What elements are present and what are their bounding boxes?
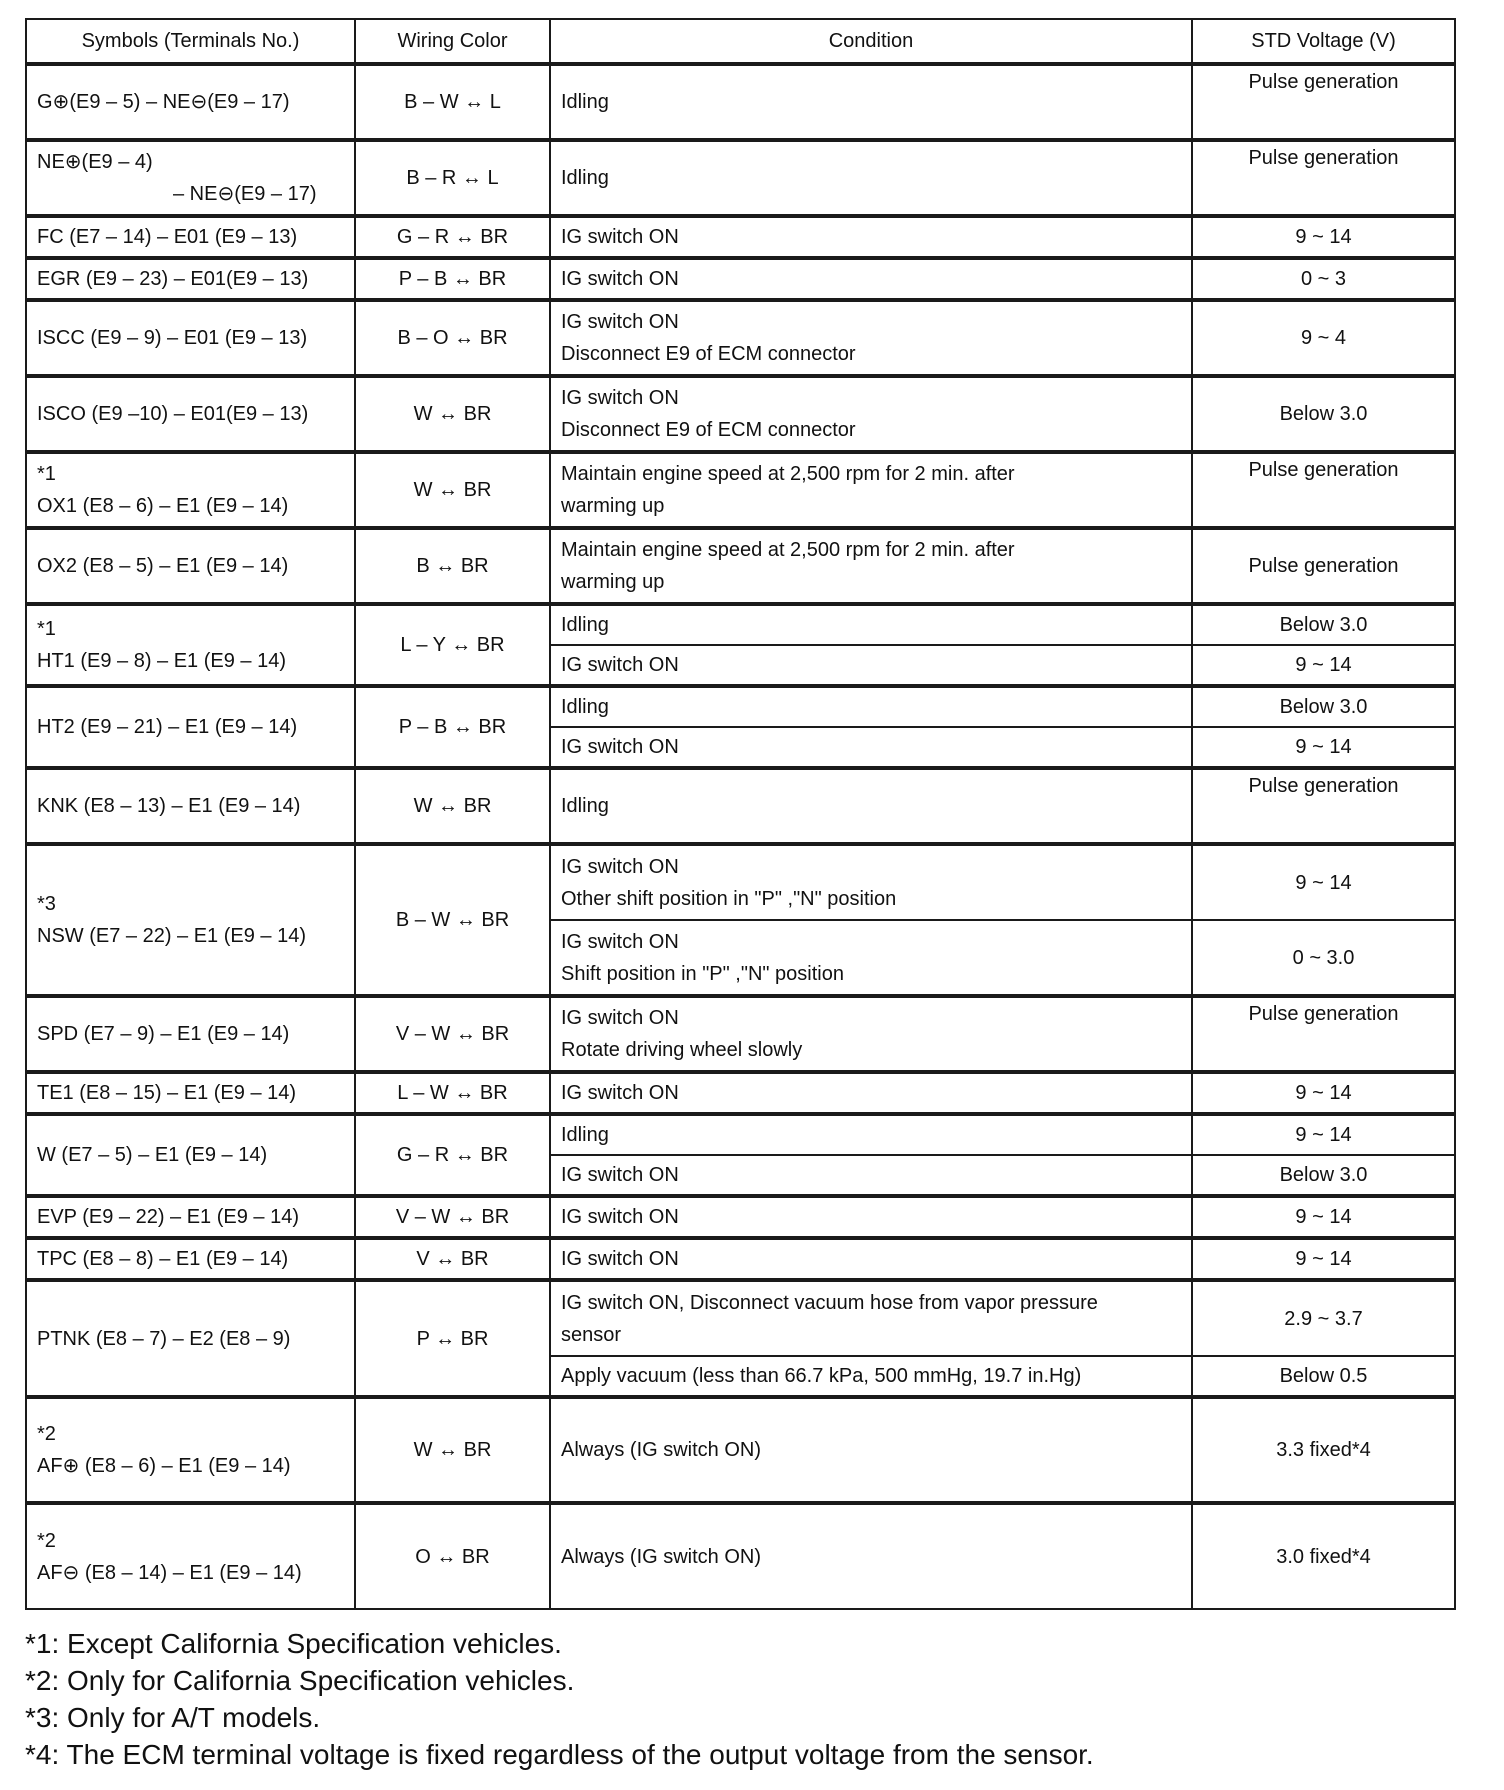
table-row [26,1072,1455,1114]
condition-cell [550,452,1192,528]
footnotes [25,1625,1485,1773]
voltage-cell: Below 0.5 [1192,1356,1455,1397]
voltage-cell: 0 ~ 3 [1192,258,1455,300]
condition-cell: Idling [550,140,1192,216]
table-row [26,452,1455,528]
voltage-cell: 9 ~ 14 [1192,1114,1455,1155]
symbol-cell: OX2 (E8 – 5) – E1 (E9 – 14) [26,528,355,604]
symbol-cell: G⊕(E9 – 5) – NE⊖(E9 – 17) [26,64,355,140]
symbol-cell [26,1503,355,1609]
condition-cell: IG switch ON [550,216,1192,258]
table-row [26,300,1455,376]
symbol-cell: TPC (E8 – 8) – E1 (E9 – 14) [26,1238,355,1280]
voltage-cell: 9 ~ 14 [1192,216,1455,258]
symbol-line: OX1 (E8 – 6) – E1 (E9 – 14) [37,495,289,517]
voltage-cell: 9 ~ 14 [1192,727,1455,768]
symbol-cell: ISCO (E9 –10) – E01(E9 – 13) [26,376,355,452]
footnote-4: *4: The ECM terminal voltage is fixed regardless of the output voltage from the sensor. [25,1739,1094,1770]
condition-line: Maintain engine speed at 2,500 rpm for 2 min. after [561,539,1015,561]
condition-cell: Idling [550,604,1192,645]
table-row [26,528,1455,604]
condition-cell: Idling [550,768,1192,844]
wiring-color-cell: P – B ↔ BR [355,686,550,768]
symbol-cell: EGR (E9 – 23) – E01(E9 – 13) [26,258,355,300]
voltage-cell: 0 ~ 3.0 [1192,920,1455,996]
voltage-cell: Pulse generation [1192,768,1455,844]
condition-line: warming up [561,495,665,517]
wiring-color-cell: W ↔ BR [355,768,550,844]
wiring-color-cell: B ↔ BR [355,528,550,604]
condition-cell: IG switch ON [550,1072,1192,1114]
table-row [26,376,1455,452]
voltage-cell: Below 3.0 [1192,686,1455,727]
table-row [26,844,1455,920]
voltage-cell: Pulse generation [1192,996,1455,1072]
wiring-color-cell: V – W ↔ BR [355,996,550,1072]
footnote-1: *1: Except California Specification vehicles. [25,1628,562,1659]
condition-line: Disconnect E9 of ECM connector [561,419,856,441]
voltage-cell: 9 ~ 14 [1192,844,1455,920]
condition-cell: IG switch ON [550,1196,1192,1238]
table-row [26,1114,1455,1155]
table-row [26,1397,1455,1503]
voltage-cell: 3.0 fixed*4 [1192,1503,1455,1609]
symbol-cell: SPD (E7 – 9) – E1 (E9 – 14) [26,996,355,1072]
footnote-2: *2: Only for California Specification vehicles. [25,1665,575,1696]
terminal-voltage-table [25,18,1456,1610]
wiring-color-cell: L – Y ↔ BR [355,604,550,686]
table-row [26,1503,1455,1609]
condition-line: IG switch ON [561,855,679,878]
symbol-cell [26,844,355,996]
condition-cell: Idling [550,686,1192,727]
condition-cell [550,1280,1192,1356]
symbol-cell: EVP (E9 – 22) – E1 (E9 – 14) [26,1196,355,1238]
footnote-marker: *1 [37,618,56,640]
wiring-color-cell: W ↔ BR [355,1397,550,1503]
symbol-cell: KNK (E8 – 13) – E1 (E9 – 14) [26,768,355,844]
header-condition: Condition [550,19,1192,64]
table-row [26,604,1455,645]
condition-cell: Idling [550,64,1192,140]
condition-cell: IG switch ON [550,727,1192,768]
wiring-color-cell: P ↔ BR [355,1280,550,1397]
condition-cell: Always (IG switch ON) [550,1503,1192,1609]
symbol-cell: PTNK (E8 – 7) – E2 (E8 – 9) [26,1280,355,1397]
condition-line: Other shift position in "P" ,"N" position [561,887,897,910]
voltage-cell: 9 ~ 14 [1192,1072,1455,1114]
wiring-color-cell: B – O ↔ BR [355,300,550,376]
table-row [26,768,1455,844]
wiring-color-cell: O ↔ BR [355,1503,550,1609]
voltage-cell: Pulse generation [1192,140,1455,216]
wiring-color-cell: B – W ↔ L [355,64,550,140]
symbol-cell [26,140,355,216]
table-row [26,140,1455,216]
wiring-color-cell: W ↔ BR [355,376,550,452]
symbol-cell: HT2 (E9 – 21) – E1 (E9 – 14) [26,686,355,768]
condition-cell: Apply vacuum (less than 66.7 kPa, 500 mmHg, 19.7 in.Hg) [550,1356,1192,1397]
condition-line: sensor [561,1323,622,1346]
header-row [26,19,1455,64]
condition-cell: IG switch ON [550,1155,1192,1196]
voltage-cell: 9 ~ 14 [1192,645,1455,686]
wiring-color-cell: B – R ↔ L [355,140,550,216]
symbol-line: AF⊖ (E8 – 14) – E1 (E9 – 14) [37,1561,302,1584]
voltage-cell: Below 3.0 [1192,1155,1455,1196]
condition-line: Disconnect E9 of ECM connector [561,343,856,365]
wiring-color-cell: G – R ↔ BR [355,216,550,258]
table-row [26,258,1455,300]
condition-line: warming up [561,571,665,593]
condition-cell: IG switch ON [550,645,1192,686]
symbol-line: NE⊕(E9 – 4) [37,151,153,173]
wiring-color-cell: V – W ↔ BR [355,1196,550,1238]
table-row [26,216,1455,258]
footnote-marker: *2 [37,1529,56,1552]
condition-line: Rotate driving wheel slowly [561,1039,803,1061]
wiring-color-cell: W ↔ BR [355,452,550,528]
voltage-cell: 9 ~ 4 [1192,300,1455,376]
footnote-3: *3: Only for A/T models. [25,1702,321,1733]
condition-line: IG switch ON [561,1007,679,1029]
symbol-cell [26,604,355,686]
symbol-cell: W (E7 – 5) – E1 (E9 – 14) [26,1114,355,1196]
condition-cell [550,376,1192,452]
condition-cell [550,844,1192,920]
voltage-cell: 3.3 fixed*4 [1192,1397,1455,1503]
condition-cell [550,300,1192,376]
voltage-cell: Below 3.0 [1192,604,1455,645]
wiring-color-cell: V ↔ BR [355,1238,550,1280]
condition-line: IG switch ON [561,311,679,333]
table-row [26,686,1455,727]
voltage-cell: Pulse generation [1192,528,1455,604]
table-row [26,996,1455,1072]
table-row [26,64,1455,140]
condition-line: IG switch ON, Disconnect vacuum hose from vapor pressure [561,1291,1098,1314]
symbol-cell: TE1 (E8 – 15) – E1 (E9 – 14) [26,1072,355,1114]
symbol-cell [26,1397,355,1503]
symbol-line: AF⊕ (E8 – 6) – E1 (E9 – 14) [37,1455,291,1477]
symbol-line: NSW (E7 – 22) – E1 (E9 – 14) [37,925,307,947]
header-wiring-color: Wiring Color [355,19,550,64]
condition-cell [550,996,1192,1072]
footnote-marker: *1 [37,463,56,485]
voltage-cell: 9 ~ 14 [1192,1238,1455,1280]
voltage-cell: 2.9 ~ 3.7 [1192,1280,1455,1356]
header-std-voltage: STD Voltage (V) [1192,19,1455,64]
voltage-cell: Pulse generation [1192,64,1455,140]
wiring-color-cell: L – W ↔ BR [355,1072,550,1114]
symbol-cell: ISCC (E9 – 9) – E01 (E9 – 13) [26,300,355,376]
condition-line: IG switch ON [561,387,679,409]
symbol-line: HT1 (E9 – 8) – E1 (E9 – 14) [37,650,287,672]
symbol-cell: FC (E7 – 14) – E01 (E9 – 13) [26,216,355,258]
table-row [26,1280,1455,1356]
condition-cell: Idling [550,1114,1192,1155]
condition-line: Maintain engine speed at 2,500 rpm for 2 min. after [561,463,1015,485]
symbol-cell [26,452,355,528]
condition-cell: IG switch ON [550,258,1192,300]
symbol-line: – NE⊖(E9 – 17) [173,183,317,205]
voltage-cell: Pulse generation [1192,452,1455,528]
wiring-color-cell: G – R ↔ BR [355,1114,550,1196]
condition-cell: Always (IG switch ON) [550,1397,1192,1503]
wiring-color-cell: B – W ↔ BR [355,844,550,996]
footnote-marker: *2 [37,1423,56,1445]
table-row [26,1196,1455,1238]
condition-line: Shift position in "P" ,"N" position [561,962,844,985]
condition-cell: IG switch ON [550,1238,1192,1280]
voltage-cell: 9 ~ 14 [1192,1196,1455,1238]
voltage-cell: Below 3.0 [1192,376,1455,452]
footnote-marker: *3 [37,893,56,915]
condition-cell [550,528,1192,604]
wiring-color-cell: P – B ↔ BR [355,258,550,300]
condition-line: IG switch ON [561,930,679,953]
condition-cell [550,920,1192,996]
header-symbols: Symbols (Terminals No.) [26,19,355,64]
table-row [26,1238,1455,1280]
